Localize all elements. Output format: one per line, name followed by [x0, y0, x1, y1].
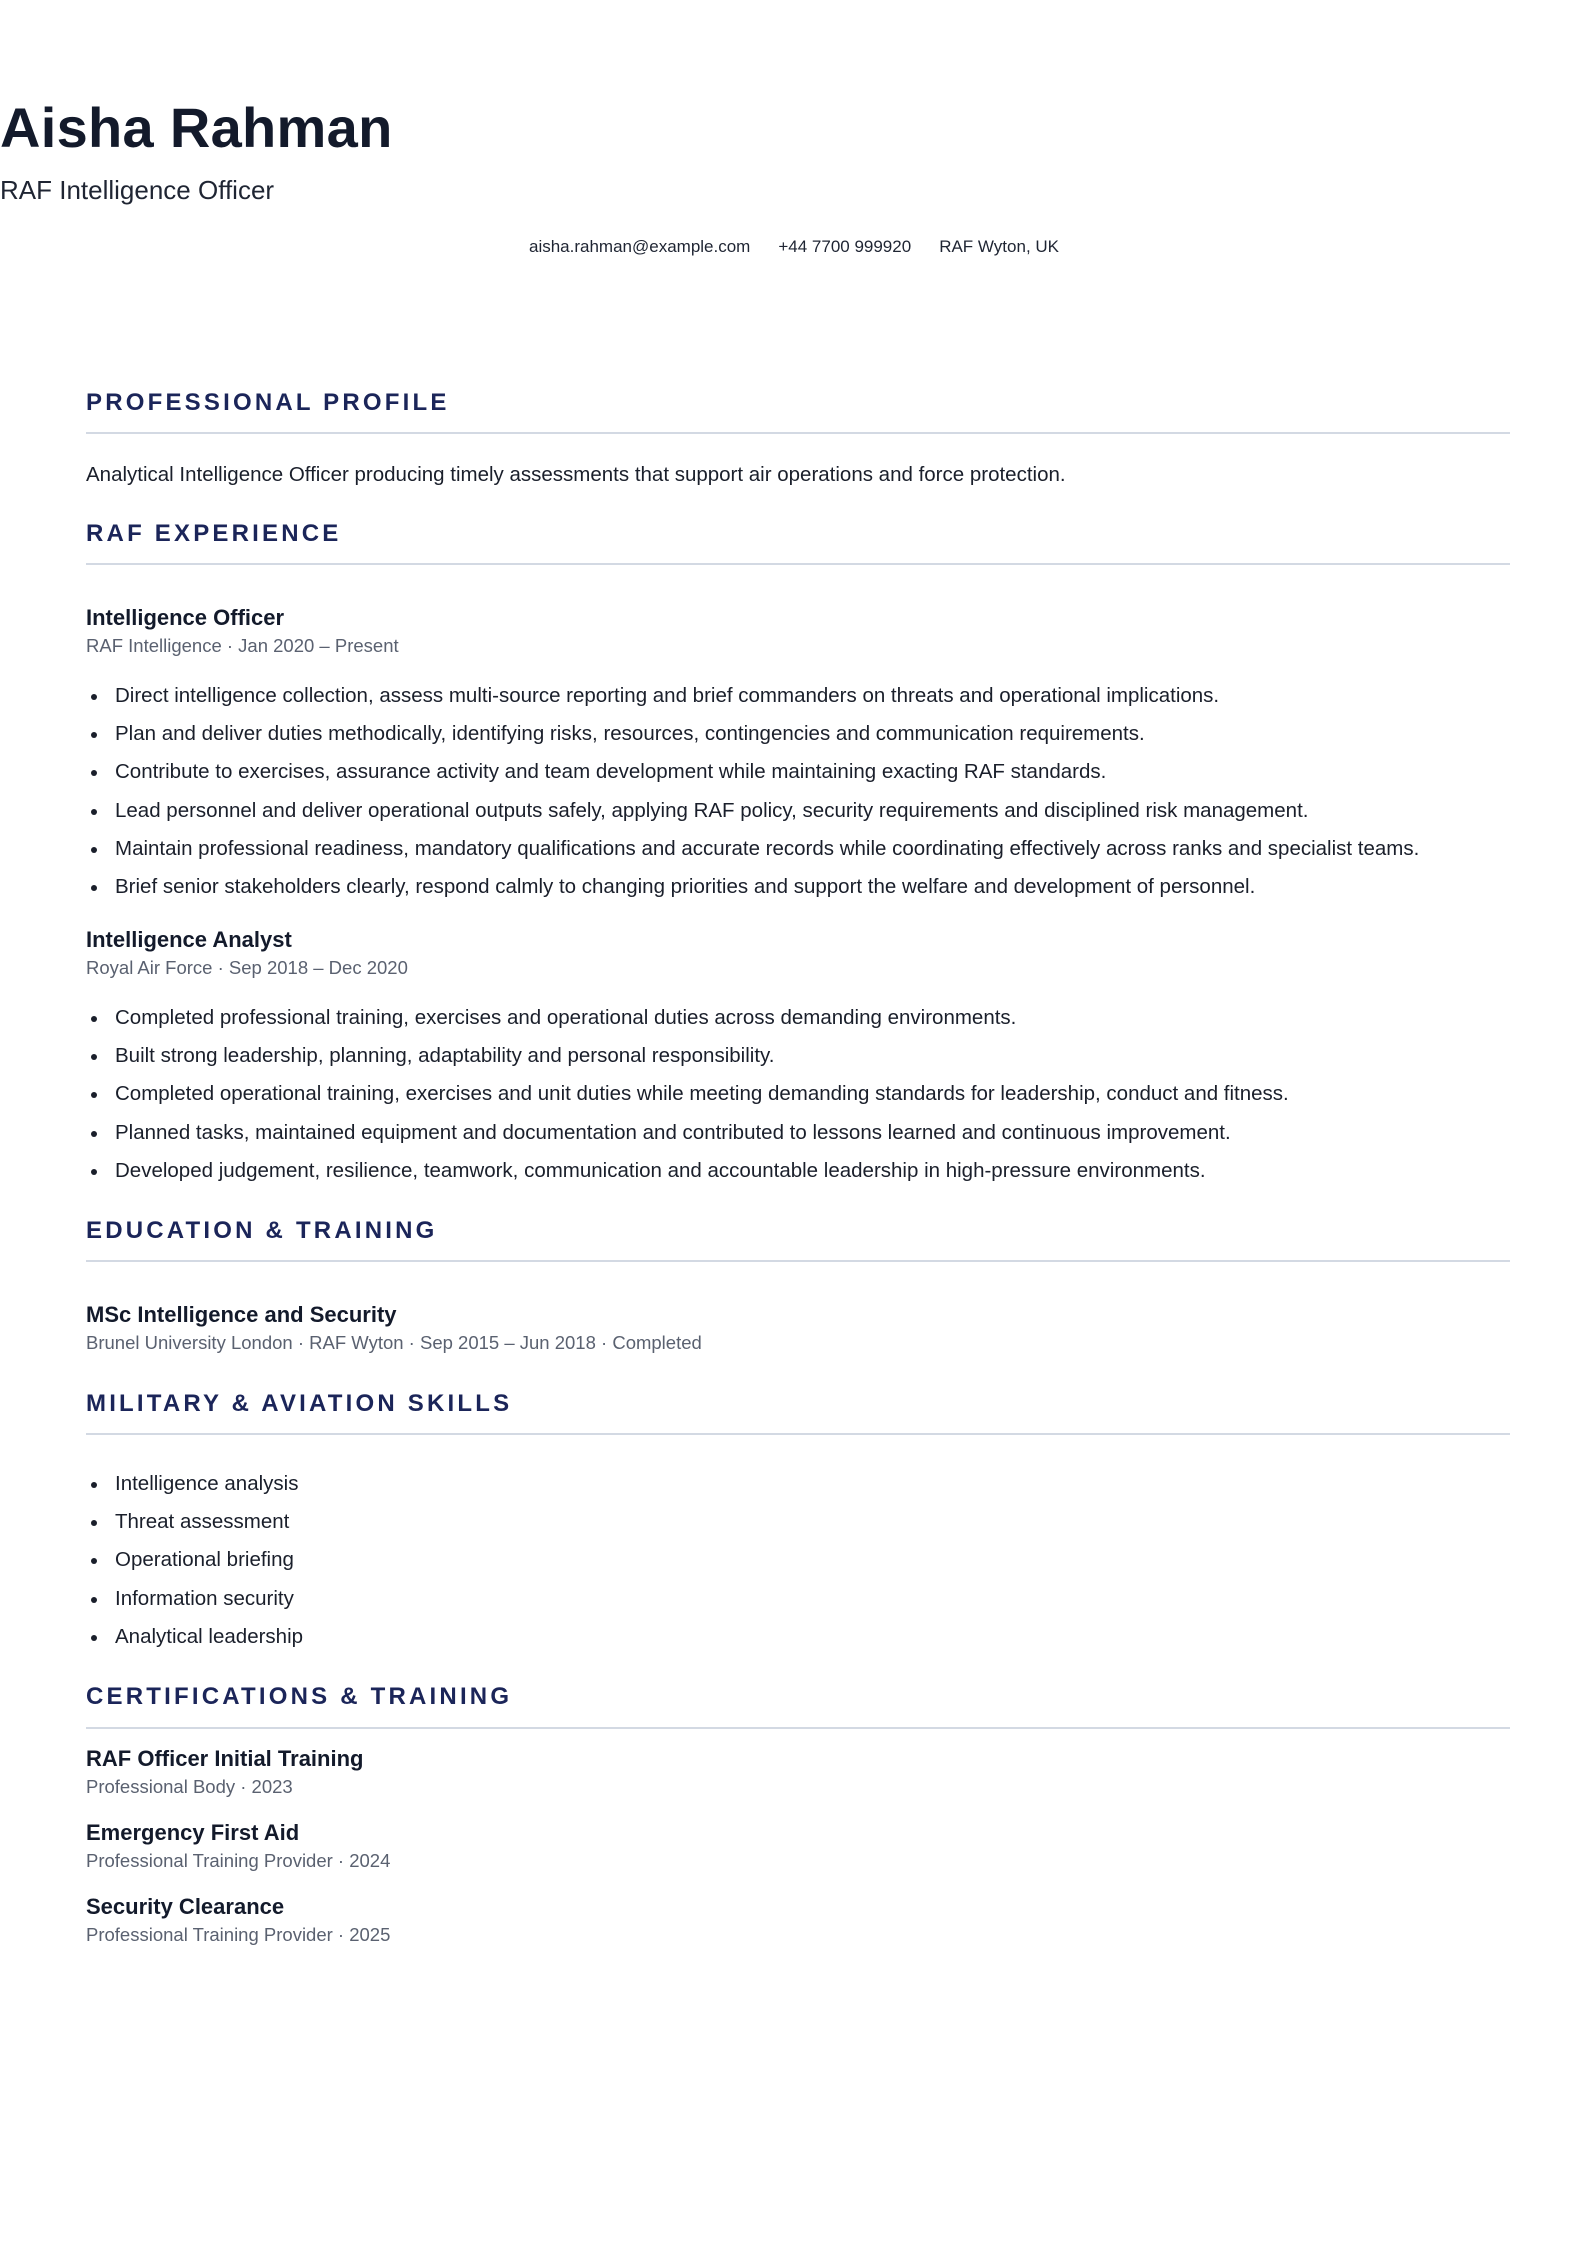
section-heading-profile: PROFESSIONAL PROFILE — [86, 389, 450, 416]
section-heading-education: EDUCATION & TRAINING — [86, 1217, 438, 1244]
certification-title: Emergency First Aid — [86, 1820, 300, 1845]
list-item: Direct intelligence collection, assess multi-source reporting and brief commanders on threats and operational implications. — [86, 682, 1419, 720]
education-title: MSc Intelligence and Security — [86, 1302, 397, 1327]
section-heading-skills: MILITARY & AVIATION SKILLS — [86, 1390, 513, 1417]
job-meta: Royal Air Force · Sep 2018 – Dec 2020 — [86, 957, 408, 978]
contact-phone: +44 7700 999920 — [778, 237, 912, 256]
list-item: Plan and deliver duties methodically, identifying risks, resources, contingencies and communication requirements. — [86, 720, 1419, 758]
contact-email: aisha.rahman@example.com — [528, 237, 751, 256]
section-divider — [86, 1433, 1510, 1435]
certification-title: RAF Officer Initial Training — [86, 1746, 364, 1771]
list-item: Lead personnel and deliver operational outputs safely, applying RAF policy, security requirements and disciplined risk management. — [86, 797, 1419, 835]
list-item: Analytical leadership — [86, 1623, 303, 1661]
candidate-name: Aisha Rahman — [0, 96, 393, 159]
certification-meta: Professional Body · 2023 — [86, 1776, 293, 1797]
skills-list — [86, 1470, 303, 1661]
candidate-title: RAF Intelligence Officer — [0, 175, 275, 205]
section-heading-experience: RAF EXPERIENCE — [86, 520, 342, 547]
list-item: Threat assessment — [86, 1508, 303, 1546]
certification-title: Security Clearance — [86, 1894, 285, 1919]
list-item: Contribute to exercises, assurance activity and team development while maintaining exacting RAF standards. — [86, 758, 1419, 796]
section-divider — [86, 563, 1510, 565]
list-item: Developed judgement, resilience, teamwork, communication and accountable leadership in high-pressure environments. — [86, 1157, 1289, 1195]
list-item: Completed operational training, exercises and unit duties while meeting demanding standards for leadership, conduct and fitness. — [86, 1080, 1289, 1118]
job-bullets — [86, 1004, 1289, 1195]
job-title: Intelligence Officer — [86, 605, 285, 630]
section-heading-certifications: CERTIFICATIONS & TRAINING — [86, 1683, 513, 1710]
list-item: Information security — [86, 1585, 303, 1623]
list-item: Maintain professional readiness, mandatory qualifications and accurate records while coordinating effectively across ranks and specialist teams. — [86, 835, 1419, 873]
job-title: Intelligence Analyst — [86, 927, 292, 952]
certification-meta: Professional Training Provider · 2024 — [86, 1850, 391, 1871]
job-meta: RAF Intelligence · Jan 2020 – Present — [86, 635, 399, 656]
section-divider — [86, 432, 1510, 434]
list-item: Brief senior stakeholders clearly, respond calmly to changing priorities and support the welfare and development of personnel. — [86, 873, 1419, 911]
list-item: Operational briefing — [86, 1546, 303, 1584]
job-bullets — [86, 682, 1419, 911]
list-item: Planned tasks, maintained equipment and documentation and contributed to lessons learned and continuous improvement. — [86, 1119, 1289, 1157]
section-divider — [86, 1727, 1510, 1729]
list-item: Intelligence analysis — [86, 1470, 303, 1508]
list-item: Built strong leadership, planning, adaptability and personal responsibility. — [86, 1042, 1289, 1080]
contact-line — [0, 235, 1588, 259]
education-meta: Brunel University London · RAF Wyton · Sep 2015 – Jun 2018 · Completed — [86, 1332, 702, 1353]
list-item: Completed professional training, exercises and operational duties across demanding environments. — [86, 1004, 1289, 1042]
profile-summary: Analytical Intelligence Officer producing timely assessments that support air operations and force protection. — [86, 463, 1066, 486]
contact-location: RAF Wyton, UK — [939, 237, 1060, 256]
section-divider — [86, 1260, 1510, 1262]
certification-meta: Professional Training Provider · 2025 — [86, 1924, 391, 1945]
